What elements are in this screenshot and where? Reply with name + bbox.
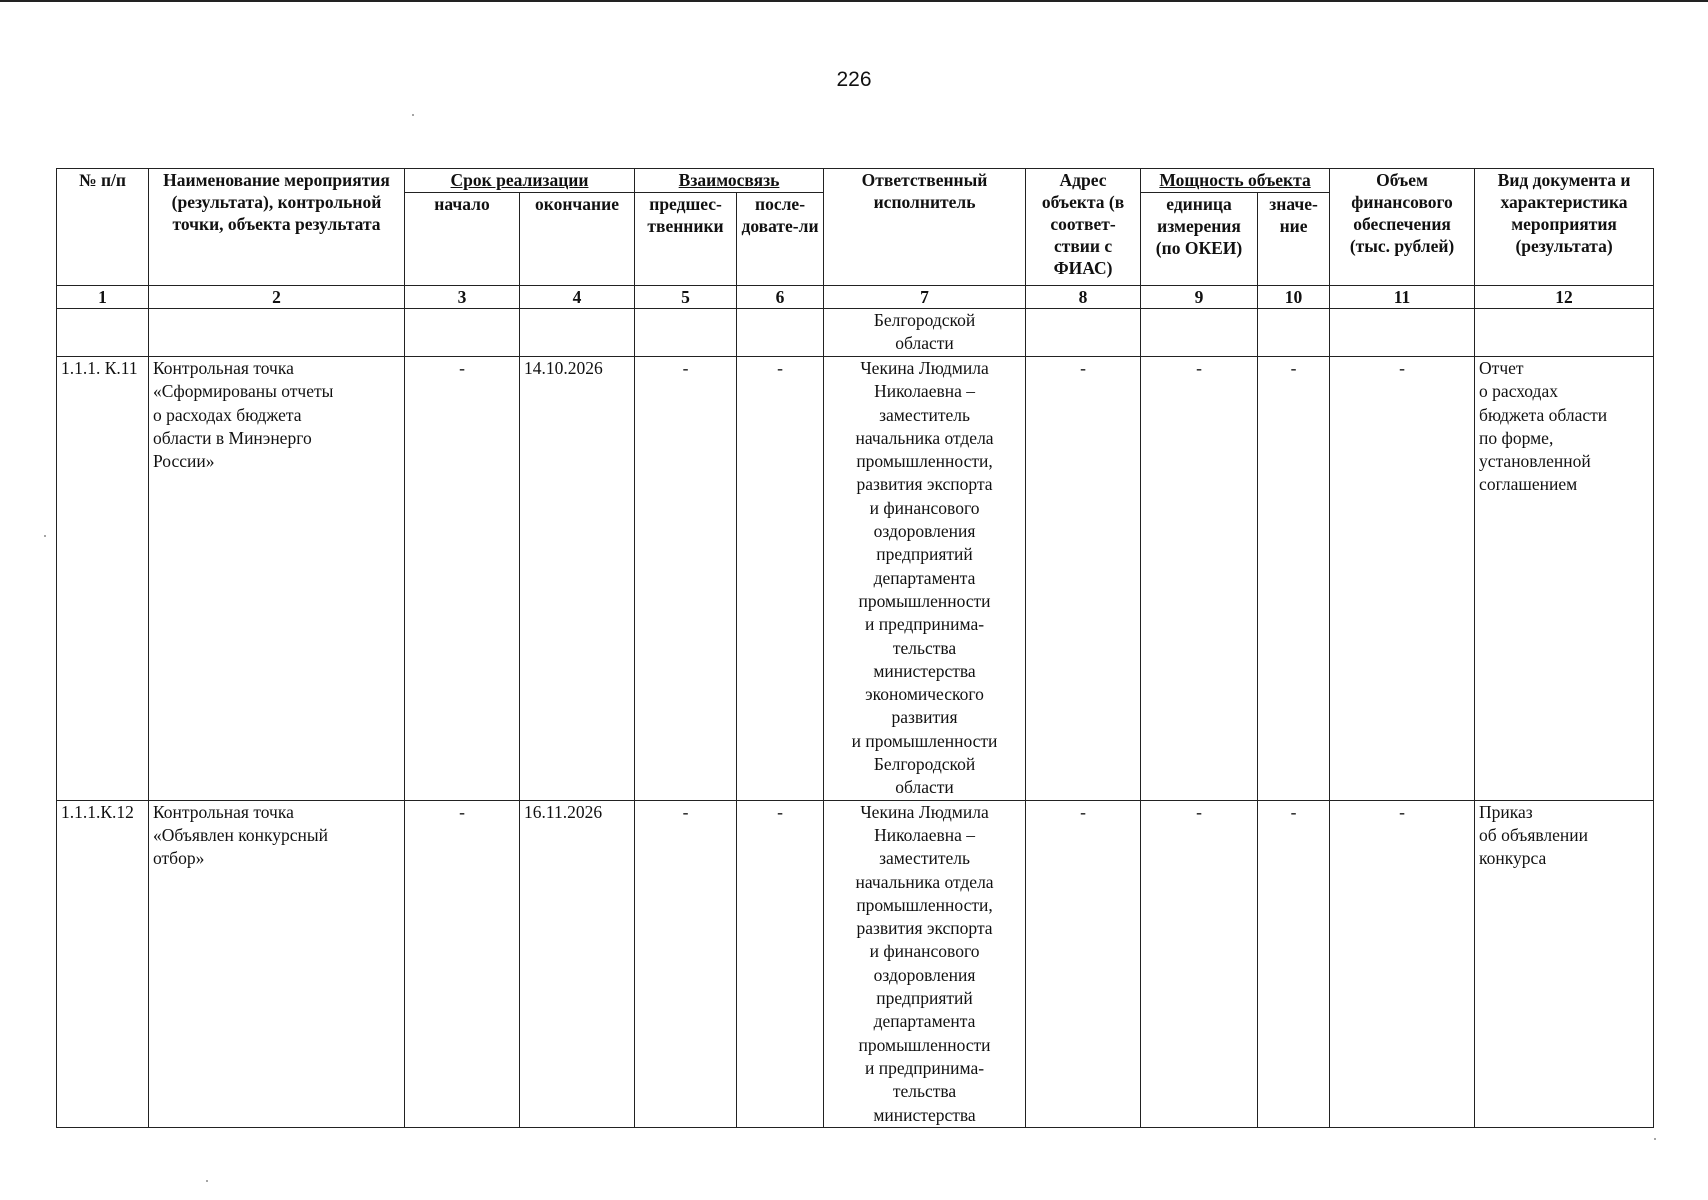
scan-speck bbox=[1654, 1138, 1656, 1140]
column-number: 7 bbox=[824, 286, 1026, 309]
cell-name: Контрольная точка «Объявлен конкурсный отбор» bbox=[149, 800, 405, 1127]
column-number: 1 bbox=[57, 286, 149, 309]
cell-end: 14.10.2026 bbox=[520, 357, 635, 801]
scan-speck bbox=[44, 535, 46, 537]
header-address: Адрес объекта (в соответ-ствии с ФИАС) bbox=[1026, 169, 1141, 286]
column-number: 12 bbox=[1475, 286, 1654, 309]
header-name: Наименование мероприятия (результата), контрольной точки, объекта результата bbox=[149, 169, 405, 286]
cell-succ: - bbox=[737, 800, 824, 1127]
cell-name: Контрольная точка «Сформированы отчеты о расходах бюджета области в Минэнерго России» bbox=[149, 357, 405, 801]
cell-unit: - bbox=[1141, 800, 1258, 1127]
column-number: 4 bbox=[520, 286, 635, 309]
column-number: 8 bbox=[1026, 286, 1141, 309]
column-number: 11 bbox=[1330, 286, 1475, 309]
cell-finance: - bbox=[1330, 800, 1475, 1127]
continuation-row bbox=[57, 309, 1654, 357]
cell-start: - bbox=[405, 800, 520, 1127]
table-row bbox=[57, 357, 1654, 801]
header-link-pred: предшес-твенники bbox=[635, 193, 737, 286]
cell-start: - bbox=[405, 357, 520, 801]
cell-value: - bbox=[1258, 357, 1330, 801]
activities-table bbox=[56, 168, 1654, 1128]
cell-responsible: Чекина Людмила Николаевна – заместитель начальника отдела промышленности, развития экспорта и финансового оздоровления предприятий департамента промышленности и предпринима- тельства министерства bbox=[824, 800, 1026, 1127]
cell-pred: - bbox=[635, 800, 737, 1127]
column-number: 5 bbox=[635, 286, 737, 309]
column-number: 3 bbox=[405, 286, 520, 309]
table-row bbox=[57, 800, 1654, 1127]
cell-num: 1.1.1.К.12 bbox=[57, 800, 149, 1127]
scan-speck bbox=[412, 114, 414, 116]
column-number: 10 bbox=[1258, 286, 1330, 309]
header-period-start: начало bbox=[405, 193, 520, 286]
header-finance: Объем финансового обеспечения (тыс. рублей) bbox=[1330, 169, 1475, 286]
cell-unit: - bbox=[1141, 357, 1258, 801]
header-period: Срок реализации bbox=[405, 169, 635, 193]
cell-num: 1.1.1. К.11 bbox=[57, 357, 149, 801]
cell-finance: - bbox=[1330, 357, 1475, 801]
cell-doc: Отчет о расходах бюджета области по форме, установленной соглашением bbox=[1475, 357, 1654, 801]
cell-succ: - bbox=[737, 357, 824, 801]
header-link: Взаимосвязь bbox=[635, 169, 824, 193]
cell-responsible: Чекина Людмила Николаевна – заместитель начальника отдела промышленности, развития экспорта и финансового оздоровления предприятий департамента промышленности и предпринима- тельства министерства экономического развития и промышленности Белгородской области bbox=[824, 357, 1026, 801]
header-capacity: Мощность объекта bbox=[1141, 169, 1330, 193]
column-number: 6 bbox=[737, 286, 824, 309]
cell-responsible: Белгородской области bbox=[824, 309, 1026, 357]
scan-top-edge bbox=[0, 0, 1708, 2]
column-number: 9 bbox=[1141, 286, 1258, 309]
header-doc: Вид документа и характеристика мероприятия (результата) bbox=[1475, 169, 1654, 286]
header-period-end: окончание bbox=[520, 193, 635, 286]
column-number: 2 bbox=[149, 286, 405, 309]
scan-speck bbox=[206, 1180, 208, 1182]
header-unit: единица измерения (по ОКЕИ) bbox=[1141, 193, 1258, 286]
header-responsible: Ответственный исполнитель bbox=[824, 169, 1026, 286]
header-link-succ: после-довате-ли bbox=[737, 193, 824, 286]
cell-doc: Приказ об объявлении конкурса bbox=[1475, 800, 1654, 1127]
cell-address: - bbox=[1026, 357, 1141, 801]
header-value: значе-ние bbox=[1258, 193, 1330, 286]
page-number: 226 bbox=[836, 68, 872, 91]
cell-address: - bbox=[1026, 800, 1141, 1127]
cell-end: 16.11.2026 bbox=[520, 800, 635, 1127]
header-num: № п/п bbox=[57, 169, 149, 286]
cell-pred: - bbox=[635, 357, 737, 801]
cell-value: - bbox=[1258, 800, 1330, 1127]
